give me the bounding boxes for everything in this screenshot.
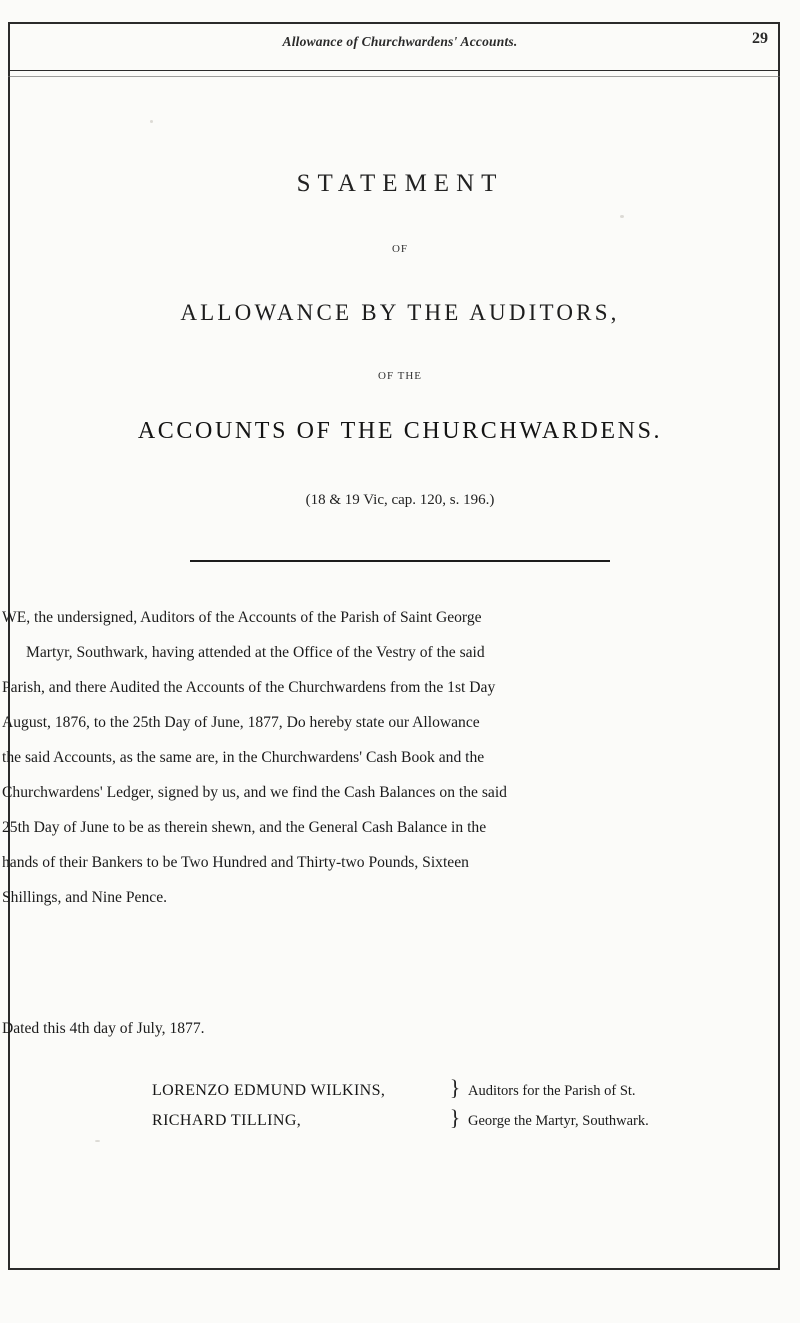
title-statement: STATEMENT xyxy=(296,170,504,197)
title-of-1: OF xyxy=(391,243,409,255)
signature-row xyxy=(152,1105,772,1135)
body-line: Parish, and there Audited the Accounts of the Churchwardens from the 1st Day xyxy=(2,679,496,696)
signatory-role: Auditors for the Parish of St. xyxy=(468,1083,636,1099)
page-number: 29 xyxy=(752,30,768,47)
dated-line: Dated this 4th day of July, 1877. xyxy=(2,1020,205,1037)
title-allowance: ALLOWANCE BY THE AUDITORS, xyxy=(180,300,620,325)
signature-row xyxy=(152,1075,772,1105)
body-line: Martyr, Southwark, having attended at the Office of the Vestry of the said xyxy=(26,644,485,661)
section-divider xyxy=(190,560,610,562)
statute-reference: (18 & 19 Vic, cap. 120, s. 196.) xyxy=(305,492,495,508)
scan-speck xyxy=(150,120,153,123)
title-accounts: ACCOUNTS OF THE CHURCHWARDENS. xyxy=(137,418,663,444)
scan-speck xyxy=(620,215,624,218)
body-line: hands of their Bankers to be Two Hundred and Thirty-two Pounds, Sixteen xyxy=(2,854,469,871)
title-of-2: OF THE xyxy=(378,370,422,382)
page-border-top xyxy=(8,22,780,24)
body-line: WE, the undersigned, Auditors of the Accounts of the Parish of Saint George xyxy=(2,609,482,626)
page-border-right xyxy=(778,22,780,1270)
body-line: 25th Day of June to be as therein shewn, and the General Cash Balance in the xyxy=(2,819,487,836)
signatory-role: George the Martyr, Southwark. xyxy=(468,1113,649,1129)
body-line: August, 1876, to the 25th Day of June, 1877, Do hereby state our Allowance xyxy=(2,714,480,731)
body-line: Shillings, and Nine Pence. xyxy=(2,889,168,906)
brace-icon: } xyxy=(449,1075,461,1100)
signatory-name: LORENZO EDMUND WILKINS, xyxy=(152,1082,386,1099)
scan-speck xyxy=(95,1140,100,1142)
brace-icon: } xyxy=(449,1105,461,1130)
body-line: Churchwardens' Ledger, signed by us, and we find the Cash Balances on the said xyxy=(2,784,507,801)
header-rule-secondary xyxy=(8,76,780,77)
statement-body xyxy=(0,600,748,915)
signature-block xyxy=(152,1075,772,1135)
page-border-bottom xyxy=(10,1268,778,1270)
body-line: the said Accounts, as the same are, in the Churchwardens' Cash Book and the xyxy=(2,749,485,766)
running-head: Allowance of Churchwardens' Accounts. xyxy=(282,34,518,49)
header-rule xyxy=(8,70,780,71)
signatory-name: RICHARD TILLING, xyxy=(152,1112,302,1129)
